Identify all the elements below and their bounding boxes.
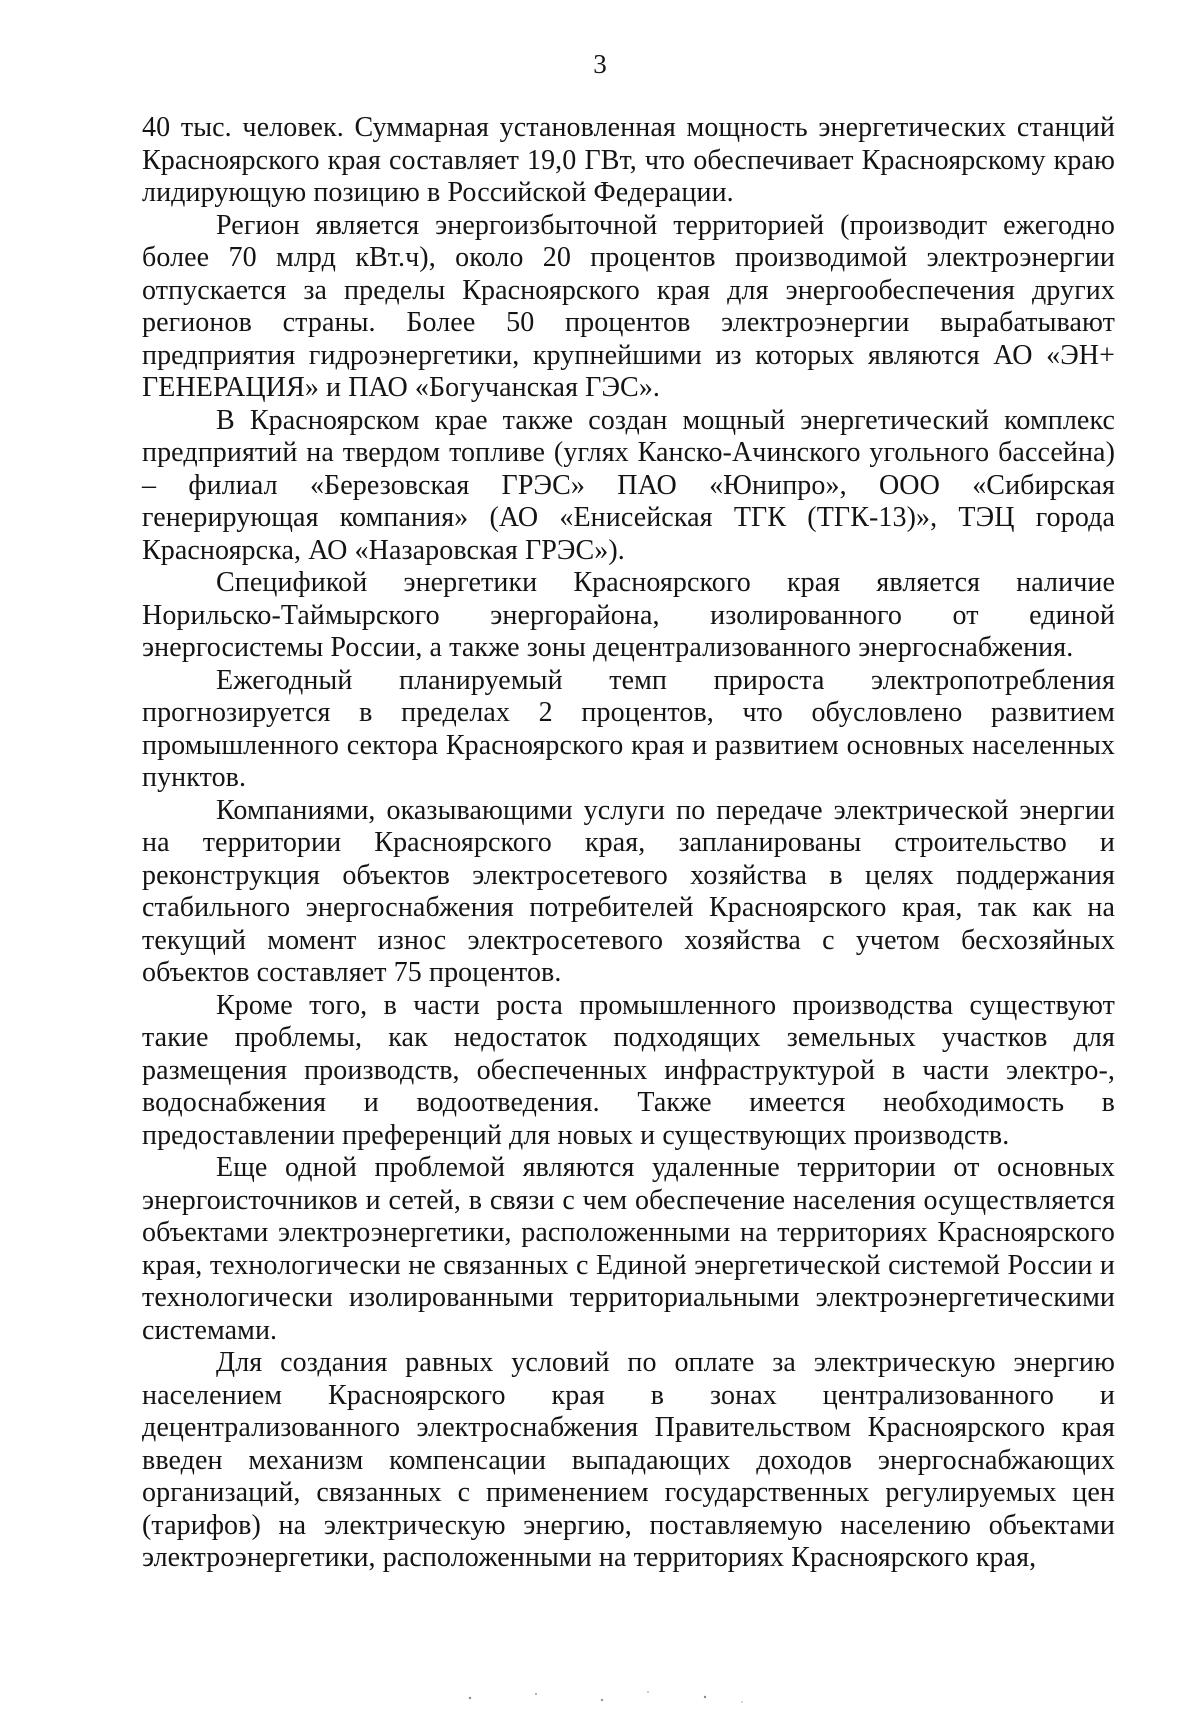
paragraph-6: Компаниями, оказывающими услуги по передаче электрической энергии на территории Красноярского края, запланированы строительство и реконструкция объектов электросетевого хозяйства в целях поддержания стабильного энергоснабжения потребителей Красноярского края, так как на текущий момент износ электросетевого хозяйства с учетом бесхозяйных объектов составляет 75 процентов. <box>142 794 1115 988</box>
page-number: 3 <box>593 49 607 79</box>
scan-specks <box>0 1680 1200 1710</box>
paragraph-7: Кроме того, в части роста промышленного производства существуют такие проблемы, как недостаток подходящих земельных участков для размещения производств, обеспеченных инфраструктурой в части электро-, водоснабжения и водоотведения. Также имеется необходимость в предоставлении преференций для новых и существующих производств. <box>142 989 1115 1151</box>
paragraph-9: Для создания равных условий по оплате за электрическую энергию населением Красноярского края в зонах централизованного и децентрализованного электроснабжения Правительством Красноярского края введен механизм компенсации выпадающих доходов энергоснабжающих организаций, связанных с применением государственных регулируемых цен (тарифов) на электрическую энергию, поставляемую населению объектами электроэнергетики, расположенными на территориях Красноярского края, <box>142 1347 1115 1573</box>
document-body <box>142 112 1115 1575</box>
paragraph-2: Регион является энергоизбыточной территорией (производит ежегодно более 70 млрд кВт.ч), около 20 процентов производимой электроэнергии отпускается за пределы Красноярского края для энергообеспечения других регионов страны. Более 50 процентов электроэнергии вырабатывают предприятия гидроэнергетики, крупнейшими из которых являются АО «ЭН+ ГЕНЕРАЦИЯ» и ПАО «Богучанская ГЭС». <box>142 209 1115 403</box>
paragraph-4: Спецификой энергетики Красноярского края является наличие Норильско-Таймырского энергорайона, изолированного от единой энергосистемы России, а также зоны децентрализованного энергоснабжения. <box>142 567 1115 663</box>
paragraph-1: 40 тыс. человек. Суммарная установленная мощность энергетических станций Красноярского края составляет 19,0 ГВт, что обеспечивает Красноярскому краю лидирующую позицию в Российской Федерации. <box>142 112 1115 208</box>
paragraph-5: Ежегодный планируемый темп прироста электропотребления прогнозируется в пределах 2 процентов, что обусловлено развитием промышленного сектора Красноярского края и развитием основных населенных пунктов. <box>142 664 1115 793</box>
paragraph-8: Еще одной проблемой являются удаленные территории от основных энергоисточников и сетей, в связи с чем обеспечение населения осуществляется объектами электроэнергетики, расположенными на территориях Красноярского края, технологически не связанных с Единой энергетической системой России и технологически изолированными территориальными электроэнергетическими системами. <box>142 1152 1115 1346</box>
paragraph-3: В Красноярском крае также создан мощный энергетический комплекс предприятий на твердом топливе (углях Канско-Ачинского угольного бассейна) – филиал «Березовская ГРЭС» ПАО «Юнипро», ООО «Сибирская генерирующая компания» (АО «Енисейская ТГК (ТГК-13)», ТЭЦ города Красноярска, АО «Назаровская ГРЭС»). <box>142 404 1115 566</box>
